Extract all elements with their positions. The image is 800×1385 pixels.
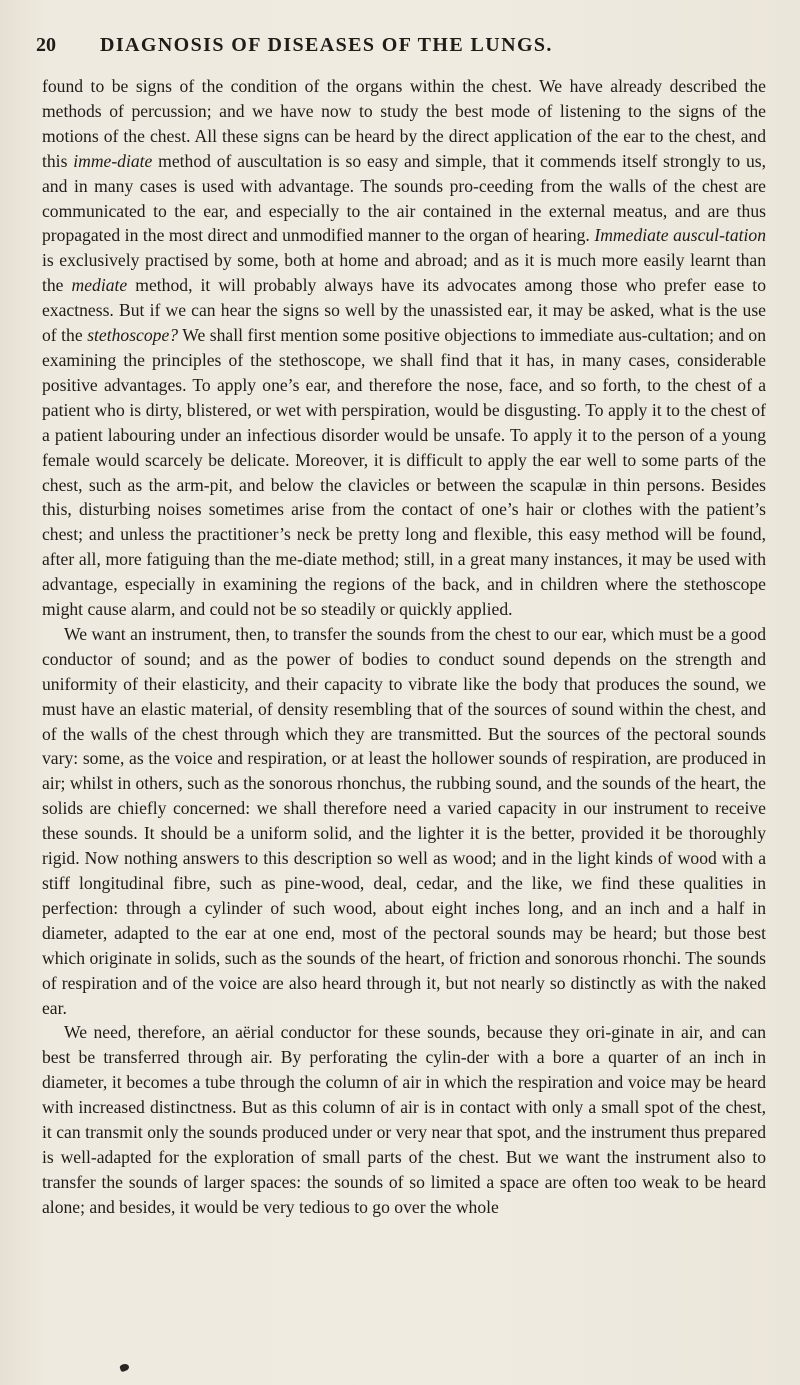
text-run: We need, therefore, an aërial conductor for these sounds, because they ori-ginate in air, and can best be transferred through air. By perforating the cylin-der with a bore a quarter of an inch in diameter, it becomes a tube through the column of air in which the respiration and voice may be heard with increased distinctness. But as this column of air is in contact with only a small spot of the chest, it can transmit only the sounds produced under or very near that spot, and the instrument thus prepared is well-adapted for the exploration of small parts of the chest. But we want the instrument also to transfer the sounds of larger spaces: the sounds of so limited a space are often too weak to be heard alone; and besides, it would be very tedious to go over the whole <box>42 1022 766 1217</box>
text-run: is exclusively practised by some, both at home and abroad; and as it is much more easily learnt than the <box>42 250 766 296</box>
italic-text-run: mediate <box>71 275 128 296</box>
text-run: found to be signs of the condition of the organs within the chest. We have already described the methods of percussion; and we have now to study the best mode of listening to the signs of the motions of the chest. All these signs can be heard by the direct application of the ear to the chest, and this <box>42 76 766 171</box>
body-text <box>42 74 766 1220</box>
running-title: DIAGNOSIS OF DISEASES OF THE LUNGS. <box>100 34 553 56</box>
italic-text-run: imme-diate <box>73 150 153 171</box>
ink-blot-mark <box>119 1363 130 1373</box>
italic-text-run: stethoscope? <box>87 325 179 346</box>
text-run: method of auscultation is so easy and simple, that it commends itself strongly to us, and in many cases is used with advantage. The sounds pro-ceeding from the walls of the chest are communicated to the ear, and especially to the air contained in the external meatus, and are thus propagated in the most direct and unmodified manner to the organ of hearing. <box>42 150 766 246</box>
text-run: We shall first mention some positive objections to immediate aus-cultation; and on examining the principles of the stethoscope, we shall find that it has, in many cases, considerable positive advantages. To apply one’s ear, and therefore the nose, face, and so forth, to the chest of a patient who is dirty, blistered, or wet with perspiration, would be disgusting. To apply it to the chest of a patient labouring under an infectious disorder would be unsafe. To apply it to the person of a young female would scarcely be delicate. Moreover, it is difficult to apply the ear well to some parts of the chest, such as the arm-pit, and below the clavicles or between the scapulæ in thin persons. Besides this, disturbing noises sometimes arise from the contact of one’s hair or clothes with the patient’s chest; and unless the practitioner’s neck be pretty long and flexible, this easy method will be found, after all, more fatiguing than the me-diate method; still, in a great many instances, it may be used with advantage, especially in examining the regions of the back, and in children where the stethoscope might cause alarm, and could not be so steadily or quickly applied. <box>42 325 766 620</box>
italic-text-run: Immediate auscul-tation <box>594 225 766 246</box>
running-head <box>36 34 764 58</box>
text-run: We want an instrument, then, to transfer the sounds from the chest to our ear, which must be a good conductor of sound; and as the power of bodies to conduct sound depends on the strength and uniformity of their elasticity, and their capacity to vibrate like the body that produces the sound, we must have an elastic material, of density resembling that of the sources of sound within the chest, and of the walls of the chest through which they are transmitted. But the sources of the pectoral sounds vary: some, as the voice and respiration, or at least the hollower sounds of respiration, are produced in air; whilst in others, such as the sonorous rhonchus, the rubbing sound, and the sounds of the heart, the solids are chiefly concerned: we shall therefore need a varied capacity in our instrument to receive these sounds. It should be a uniform solid, and the lighter it is the better, provided it be thoroughly rigid. Now nothing answers to this description so well as wood; and in the light kinds of wood with a stiff longitudinal fibre, such as pine-wood, deal, cedar, and the like, we find these qualities in perfection: through a cylinder of such wood, about eight inches long, and an inch and a half in diameter, adapted to the ear at one end, most of the pectoral sounds may be heard; but those best which originate in solids, such as the sounds of the heart, of friction and sonorous rhonchi. The sounds of respiration and of the voice are also heard through it, but not nearly so distinctly as with the naked ear. <box>42 623 766 1018</box>
paragraph-1 <box>42 74 766 622</box>
text-run: method, it will probably always have its advocates among those who prefer ease to exactness. But if we can hear the signs so well by the unassisted ear, it may be asked, what is the use of the <box>42 275 766 346</box>
paragraph-3 <box>42 1020 766 1219</box>
page-number: 20 <box>36 34 56 56</box>
paragraph-2 <box>42 622 766 1021</box>
